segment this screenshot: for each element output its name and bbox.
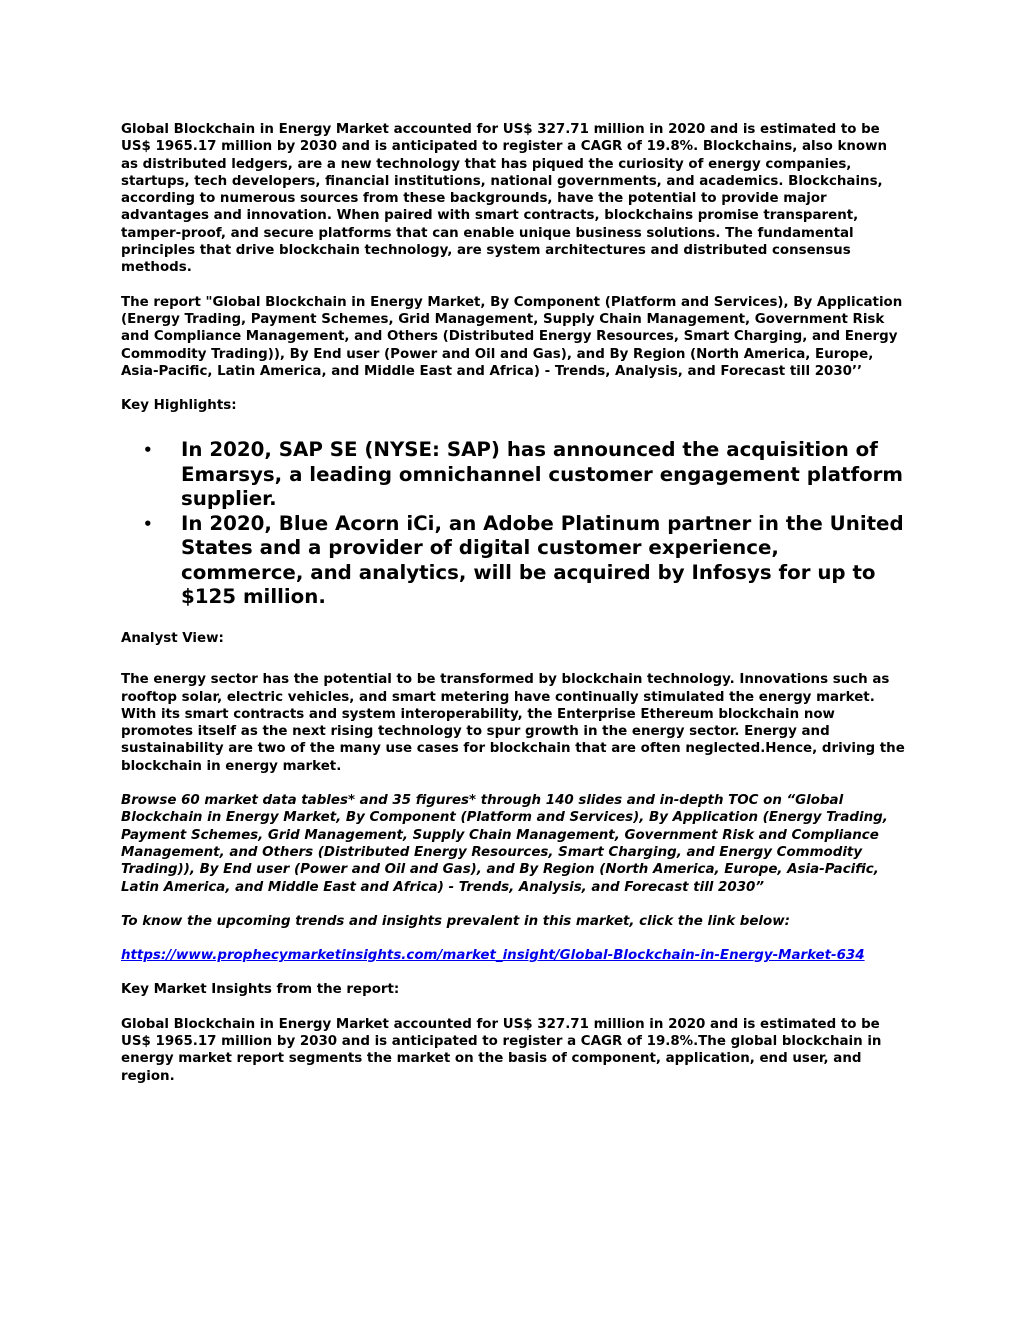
key-insights-paragraph: Global Blockchain in Energy Market accounted for US$ 327.71 million in 2020 and is estimated to be US$ 1965.17 million by 2030 and is anticipated to register a CAGR of 19.8%.The global blockchain in energy market report segments the market on the basis of component, application, end user, and region.: [121, 1016, 882, 1084]
highlights-list: [121, 438, 905, 610]
document-page: [121, 121, 905, 1085]
report-link[interactable]: https://www.prophecymarketinsights.com/market_insight/Global-Blockchain-in-Energy-Market-634: [121, 948, 865, 964]
highlight-text: In 2020, Blue Acorn iCi, an Adobe Platinum partner in the United States and a provider of digital customer experience, commerce, and analytics, will be acquired by Infosys for up to $125 million.: [181, 511, 904, 609]
key-highlights-heading: Key Highlights:: [121, 398, 237, 414]
report-title-paragraph: The report "Global Blockchain in Energy Market, By Component (Platform and Services), By Application (Energy Trading, Payment Schemes, Grid Management, Supply Chain Management, Government Risk and Compliance Management, and Others (Distributed Energy Resources, Smart Charging, and Energy Commodity Trading)), By End user (Power and Oil and Gas), and By Region (North America, Europe, Asia-Pacific, Latin America, and Middle East and Africa) - Trends, Analysis, and Forecast till 2030’’: [121, 294, 903, 379]
browse-paragraph: Browse 60 market data tables* and 35 figures* through 140 slides and in-depth TOC on “Global Blockchain in Energy Market, By Component (Platform and Services), By Application (Energy Trading, Payment Schemes, Grid Management, Supply Chain Management, Government Risk and Compliance Management, and Others (Distributed Energy Resources, Smart Charging, and Energy Commodity Trading)), By End user (Power and Oil and Gas), and By Region (North America, Europe, Asia-Pacific, Latin America, and Middle East and Africa) - Trends, Analysis, and Forecast till 2030”: [121, 793, 888, 895]
intro-paragraph: Global Blockchain in Energy Market accounted for US$ 327.71 million in 2020 and is estimated to be US$ 1965.17 million by 2030 and is anticipated to register a CAGR of 19.8%. Blockchains, also known as distributed ledgers, are a new technology that has piqued the curiosity of energy companies, startups, tech developers, financial institutions, national governments, and academics. Blockchains, according to numerous sources from these backgrounds, have the potential to provide major advantages and innovation. When paired with smart contracts, blockchains promise transparent, tamper-proof, and secure platforms that can enable unique business solutions. The fundamental principles that drive blockchain technology, are system architectures and distributed consensus methods.: [121, 122, 888, 276]
analyst-view-paragraph: The energy sector has the potential to be transformed by blockchain technology. Innovations such as rooftop solar, electric vehicles, and smart metering have continually stimulated the energy market. With its smart contracts and system interoperability, the Enterprise Ethereum blockchain now promotes itself as the next rising technology to spur growth in the energy sector. Energy and sustainability are two of the many use cases for blockchain that are often neglected.Hence, driving the blockchain in energy market.: [121, 672, 905, 774]
list-item: [121, 438, 905, 512]
key-insights-heading: Key Market Insights from the report:: [121, 982, 400, 998]
know-trends-paragraph: To know the upcoming trends and insights prevalent in this market, click the link below:: [121, 913, 790, 929]
highlight-text: In 2020, SAP SE (NYSE: SAP) has announced the acquisition of Emarsys, a leading omnichannel customer engagement platform supplier.: [181, 438, 904, 511]
analyst-view-heading: Analyst View:: [121, 630, 224, 646]
bullet-icon: •: [143, 514, 153, 533]
list-item: [121, 512, 905, 610]
bullet-icon: •: [143, 441, 153, 460]
